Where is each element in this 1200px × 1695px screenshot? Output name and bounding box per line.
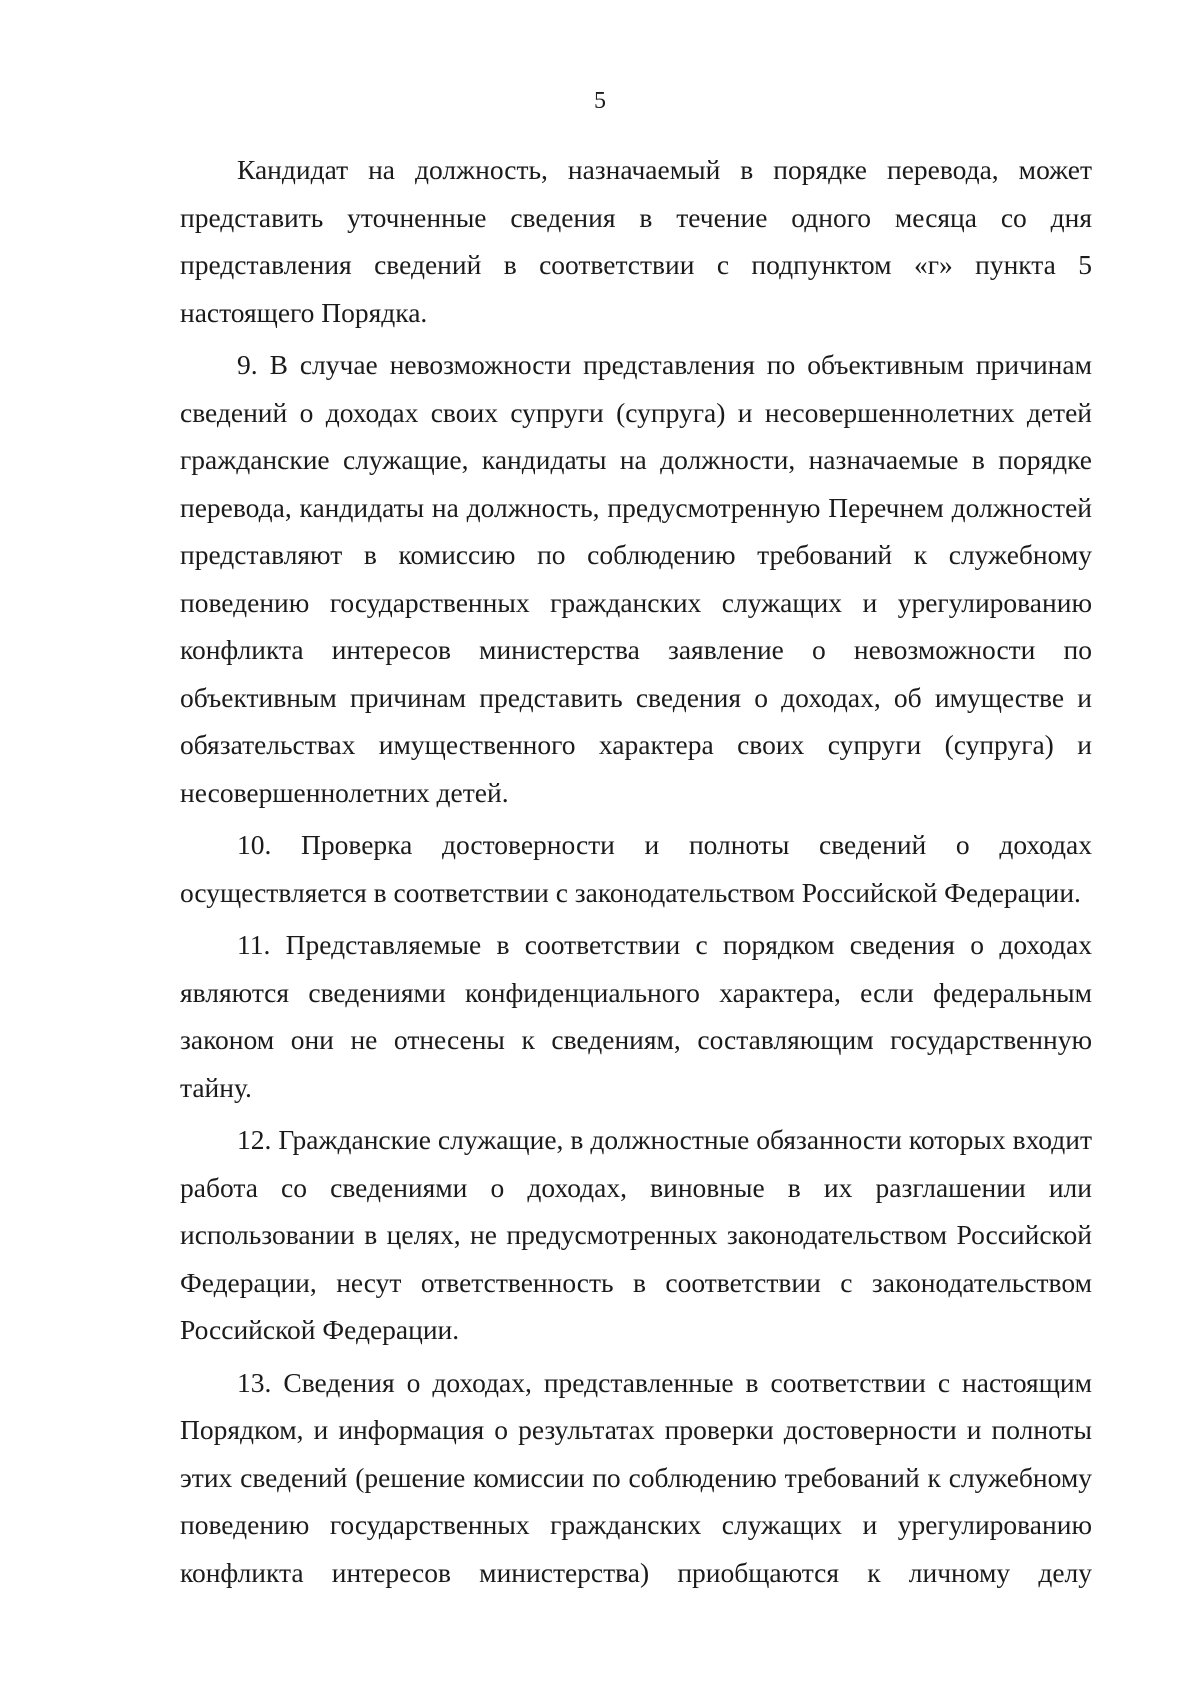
paragraph-9-impossibility: 9. В случае невозможности представления по объективным причинам сведений о доходах своих супруги (супруга) и несовершеннолетних детей гражданские служащие, кандидаты на должности, назначаемые в порядке перевода, кандидаты на должность, предусмотренную Перечнем должностей представляют в комиссию по соблюдению требований к служебному поведению государственных гражданских служащих и урегулированию конфликта интересов министерства заявление о невозможности по объективным причинам представить сведения о доходах, об имуществе и обязательствах имущественного характера своих супруги (супруга) и несовершеннолетних детей. bbox=[180, 349, 1092, 808]
paragraph-13-personal-file: 13. Сведения о доходах, представленные в соответствии с настоящим Порядком, и информация о результатах проверки достоверности и полноты этих сведений (решение комиссии по соблюдению требований к служебному поведению государственных гражданских служащих и урегулированию конфликта интересов министерства) приобщаются к личному делу bbox=[180, 1366, 1092, 1588]
paragraph-12-responsibility: 12. Гражданские служащие, в должностные обязанности которых входит работа со сведениями о доходах, виновные в их разглашении или использовании в целях, не предусмотренных законодательством Российской Федерации, несут ответственность в соответствии с законодательством Российской Федерации. bbox=[180, 1124, 1092, 1345]
paragraph-candidate-clarification: Кандидат на должность, назначаемый в порядке перевода, может представить уточненные сведения в течение одного месяца со дня представления сведений в соответствии с подпунктом «г» пункта 5 настоящего Порядка. bbox=[180, 154, 1092, 328]
page-number: 5 bbox=[594, 88, 606, 114]
paragraph-11-confidentiality: 11. Представляемые в соответствии с порядком сведения о доходах являются сведениями конфиденциального характера, если федеральным законом они не отнесены к сведениям, составляющим государственную тайну. bbox=[180, 929, 1092, 1103]
paragraph-10-verification: 10. Проверка достоверности и полноты сведений о доходах осуществляется в соответствии с законодательством Российской Федерации. bbox=[180, 829, 1092, 908]
document-body bbox=[180, 146, 1092, 1601]
